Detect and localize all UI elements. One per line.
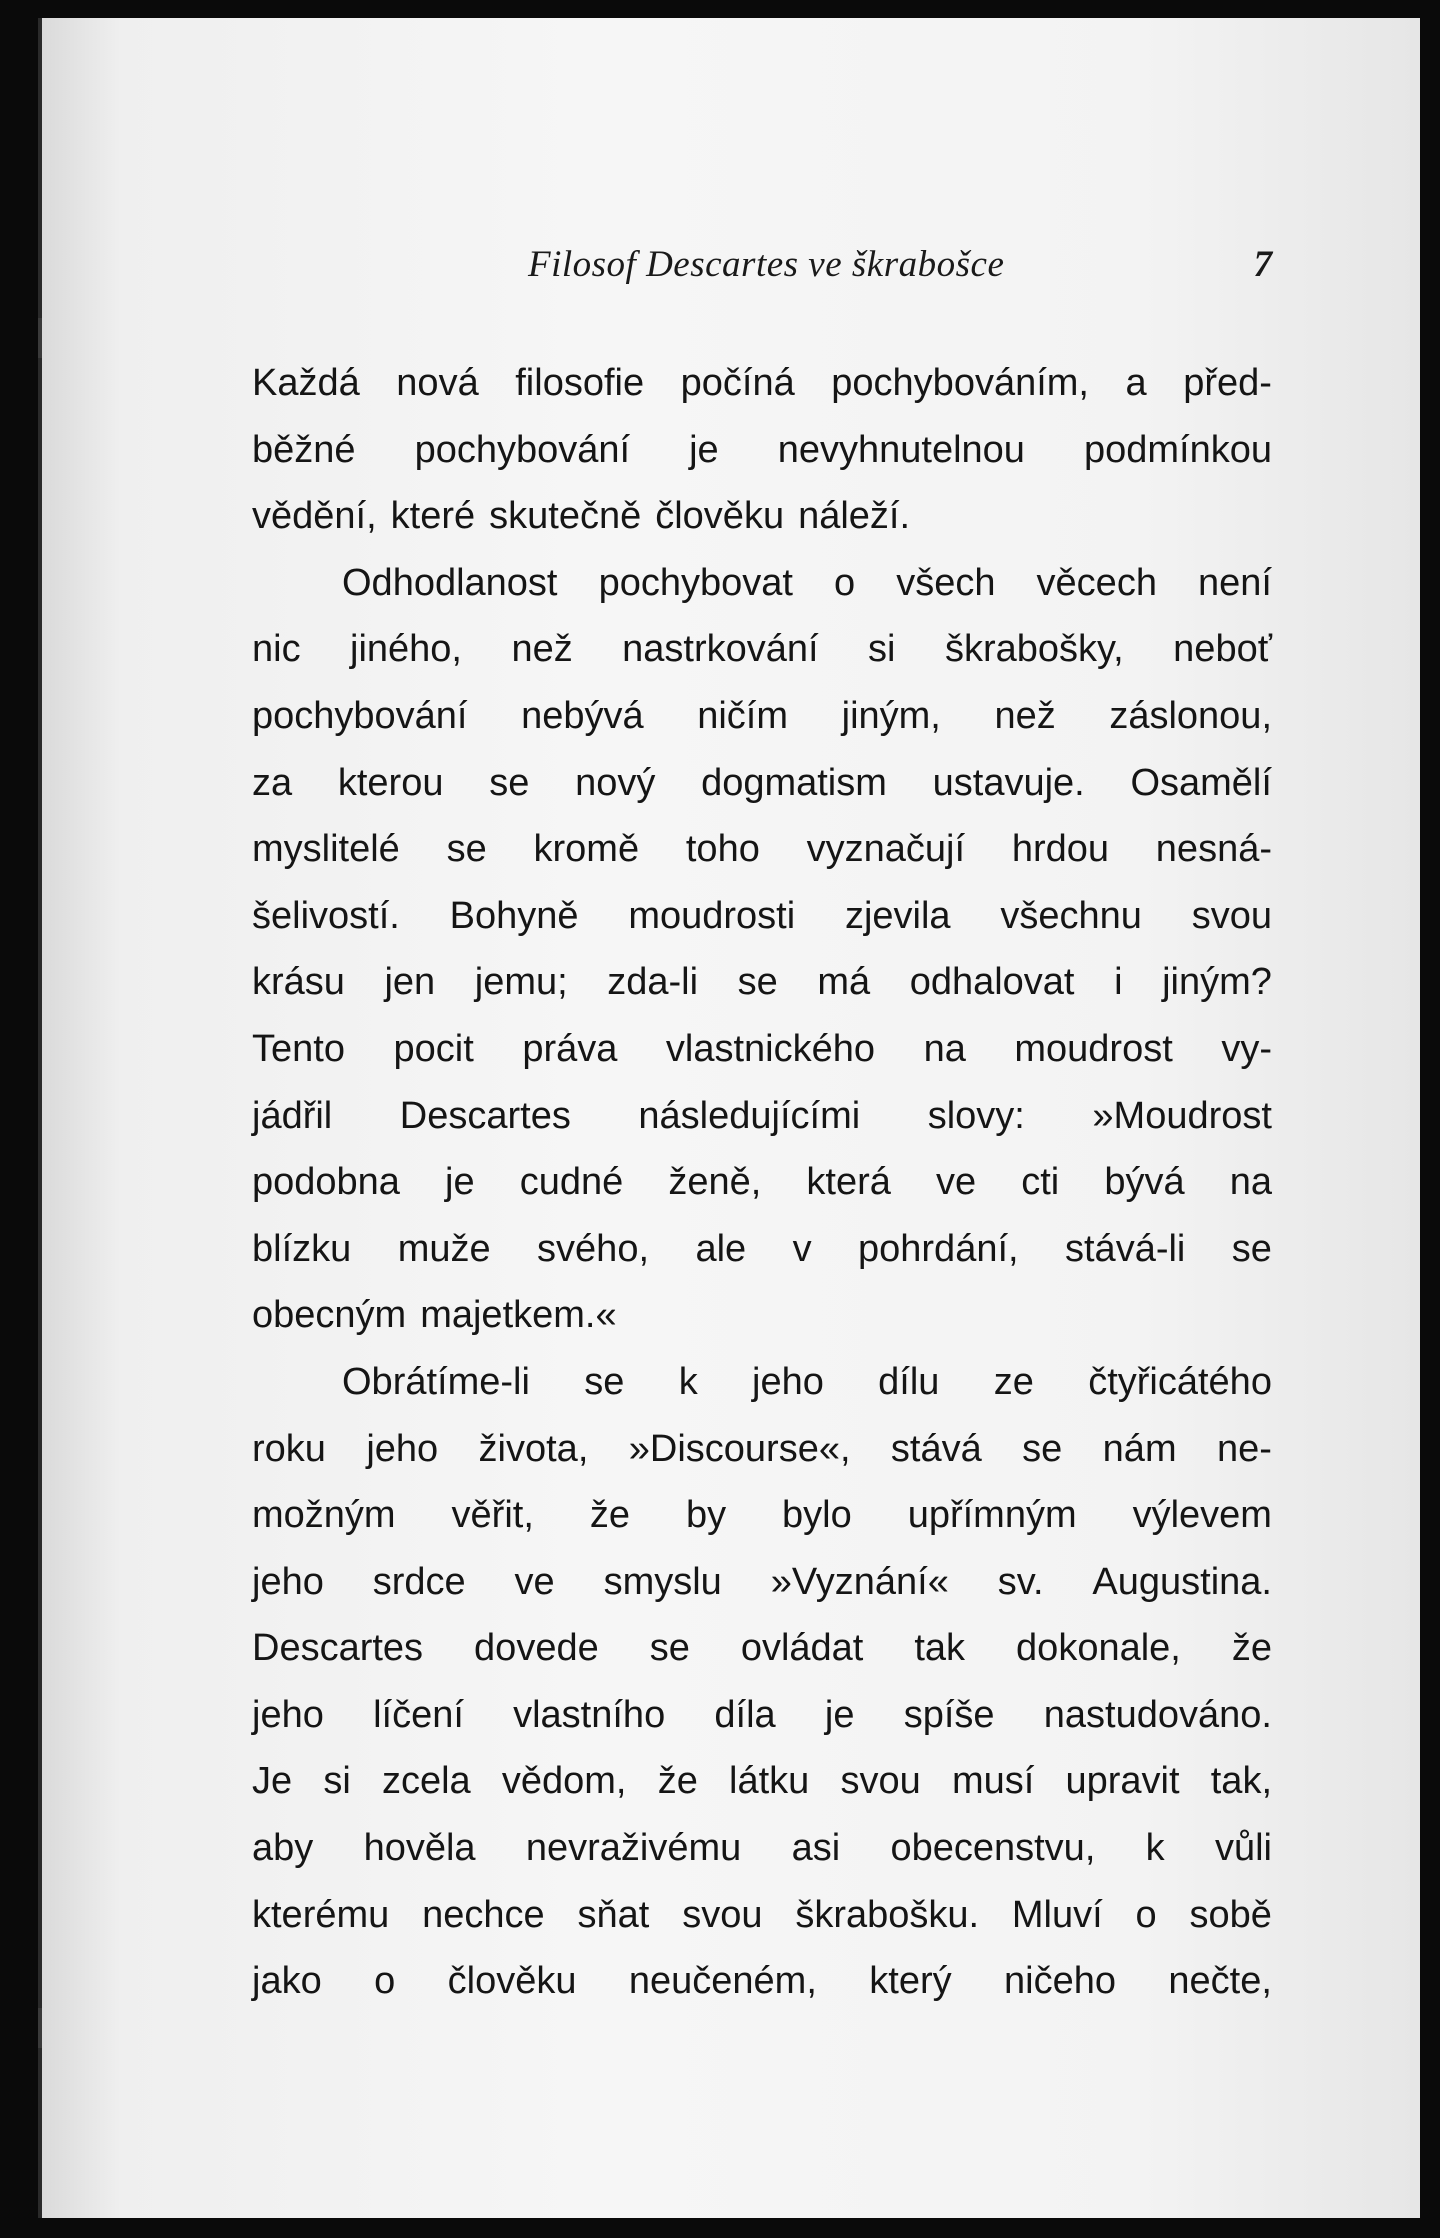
running-header: [252, 243, 1272, 303]
text-line: [252, 683, 1272, 750]
word: je: [689, 428, 719, 471]
word: Každá: [252, 362, 360, 404]
word: si: [323, 1760, 351, 1803]
word: sv.: [997, 1560, 1044, 1603]
word: sobě: [1189, 1893, 1272, 1936]
word: skutečně: [489, 495, 642, 538]
word: následujícími: [638, 1094, 861, 1137]
binding-mark: [38, 318, 42, 358]
text-line: [252, 1016, 1272, 1083]
word: že: [1231, 1627, 1272, 1670]
word: čtyřicátého: [1088, 1360, 1272, 1403]
word: která: [806, 1161, 891, 1204]
word: Odhodlanost: [342, 561, 558, 604]
word: vyznačují: [806, 828, 966, 871]
word: odhalovat: [909, 961, 1075, 1004]
word: dokonale,: [1016, 1627, 1181, 1670]
text-line: [252, 1282, 1272, 1349]
word: vůli: [1214, 1827, 1272, 1870]
word: nevyhnutelnou: [777, 428, 1025, 471]
word: roku: [252, 1427, 326, 1470]
word: ustavuje.: [932, 761, 1085, 804]
word: obecenstvu,: [890, 1827, 1096, 1870]
word: jemu;: [474, 961, 568, 1004]
word: šelivostí.: [252, 894, 400, 937]
word: musí: [951, 1760, 1035, 1803]
text-line: [252, 1615, 1272, 1682]
word: tak,: [1210, 1760, 1272, 1803]
word: nový: [575, 761, 656, 804]
word: se: [1022, 1427, 1063, 1470]
word: cudné: [519, 1161, 624, 1204]
word: hrdou: [1011, 828, 1110, 871]
word: upravit: [1065, 1760, 1180, 1803]
word: bylo: [782, 1494, 852, 1537]
word: se: [446, 828, 487, 871]
word: jiným?: [1162, 961, 1272, 1004]
word: než: [994, 694, 1056, 737]
word: krásu: [252, 961, 345, 1004]
word: Obrátíme-li: [342, 1360, 530, 1403]
word: dovede: [474, 1627, 599, 1670]
word: že: [589, 1494, 630, 1537]
word: v: [792, 1227, 812, 1270]
word: není: [1198, 561, 1272, 604]
word: je: [445, 1161, 475, 1204]
word: běžné: [252, 428, 356, 471]
word: nám: [1102, 1427, 1177, 1470]
word: neboť: [1173, 628, 1272, 671]
word: »Discourse«,: [628, 1427, 851, 1470]
text-line: [252, 483, 1272, 550]
word: člověku: [655, 495, 785, 538]
word: svého,: [537, 1227, 650, 1270]
word: jeho: [252, 1693, 324, 1736]
word: Je: [252, 1760, 293, 1803]
word: jiného,: [350, 628, 462, 671]
word: myslitelé: [252, 828, 400, 871]
word: slovy:: [927, 1094, 1025, 1137]
word: vlastnického: [665, 1027, 876, 1070]
word: obecným: [252, 1294, 407, 1337]
word: věřit,: [451, 1494, 534, 1537]
word: bývá: [1104, 1161, 1185, 1204]
word: zcela: [381, 1760, 471, 1803]
word: o: [834, 561, 856, 604]
word: výlevem: [1132, 1494, 1272, 1537]
word: ale: [695, 1227, 747, 1270]
word: stává: [890, 1427, 982, 1470]
text-line: [252, 550, 1272, 617]
word: pochybováním,: [831, 362, 1089, 404]
word: neučeném,: [628, 1960, 817, 2003]
word: má: [817, 961, 871, 1004]
word: podobna: [252, 1161, 400, 1204]
word: na: [923, 1027, 966, 1070]
word: o: [1135, 1893, 1157, 1936]
word: kromě: [533, 828, 640, 871]
word: nesná-: [1155, 828, 1272, 871]
word: jeho: [366, 1427, 439, 1470]
word: se: [737, 961, 778, 1004]
word: na: [1229, 1161, 1272, 1204]
word: jeho: [252, 1560, 324, 1603]
word: i: [1114, 961, 1123, 1004]
word: blízku: [252, 1227, 352, 1270]
word: se: [584, 1360, 625, 1403]
word: které: [390, 495, 476, 538]
word: majetkem.«: [420, 1294, 617, 1337]
word: stává-li: [1065, 1227, 1186, 1270]
word: pochybování: [414, 428, 631, 471]
word: škrabošky,: [944, 628, 1124, 671]
word: nastrkování: [622, 628, 819, 671]
word: zda-li: [607, 961, 699, 1004]
word: škrabošku.: [795, 1893, 980, 1936]
word: ve: [514, 1560, 555, 1603]
word: Augustina.: [1092, 1560, 1272, 1603]
word: díla: [714, 1693, 776, 1736]
word: ničeho: [1004, 1960, 1117, 2003]
word: jako: [252, 1960, 322, 2003]
word: nová: [396, 362, 479, 404]
word: »Moudrost: [1092, 1094, 1272, 1137]
word: zjevila: [844, 894, 951, 937]
word: jeho: [752, 1360, 824, 1403]
word: pocit: [393, 1027, 474, 1070]
word: možným: [252, 1494, 396, 1537]
book-page: [38, 18, 1420, 2218]
word: nechce: [422, 1893, 545, 1936]
text-line: [252, 616, 1272, 683]
word: ženě,: [668, 1161, 762, 1204]
word: tak: [914, 1627, 966, 1670]
word: upřímným: [907, 1494, 1077, 1537]
word: ne-: [1216, 1427, 1272, 1470]
word: dílu: [878, 1360, 940, 1403]
word: líčení: [373, 1693, 464, 1736]
word: všech: [896, 561, 996, 604]
word: Osamělí: [1130, 761, 1272, 804]
text-line: [252, 1815, 1272, 1882]
word: jen: [384, 961, 436, 1004]
text-line: [252, 1349, 1272, 1416]
word: ničím: [697, 694, 789, 737]
word: práva: [522, 1027, 618, 1070]
word: filosofie: [515, 362, 645, 404]
text-line: [252, 350, 1272, 417]
word: svou: [1191, 894, 1272, 937]
text-line: [252, 1416, 1272, 1483]
word: k: [1145, 1827, 1165, 1870]
word: všechnu: [1000, 894, 1142, 937]
word: ovládat: [740, 1627, 864, 1670]
word: počíná: [680, 362, 795, 404]
word: jádřil: [252, 1094, 333, 1137]
word: cti: [1021, 1161, 1060, 1204]
word: nevraživému: [525, 1827, 742, 1870]
word: kterému: [252, 1893, 390, 1936]
text-line: [252, 1549, 1272, 1616]
text-line: [252, 1083, 1272, 1150]
word: muže: [397, 1227, 491, 1270]
text-line: [252, 417, 1272, 484]
word: moudrosti: [628, 894, 796, 937]
text-line: [252, 1149, 1272, 1216]
word: sňat: [577, 1893, 650, 1936]
word: pochybování: [252, 694, 468, 737]
word: podmínkou: [1083, 428, 1272, 471]
text-line: [252, 1882, 1272, 1949]
word: vlastního: [513, 1693, 666, 1736]
word: asi: [791, 1827, 841, 1870]
word: dogmatism: [701, 761, 887, 804]
text-line: [252, 949, 1272, 1016]
word: člověku: [447, 1960, 577, 2003]
word: by: [685, 1494, 727, 1537]
word: že: [657, 1760, 698, 1803]
word: než: [511, 628, 573, 671]
text-line: [252, 883, 1272, 950]
word: jiným,: [841, 694, 941, 737]
word: který: [869, 1960, 952, 2003]
word: moudrost: [1014, 1027, 1173, 1070]
word: Descartes: [399, 1094, 571, 1137]
word: života,: [478, 1427, 589, 1470]
word: k: [678, 1360, 698, 1403]
word: vy-: [1221, 1027, 1272, 1070]
text-line: [252, 816, 1272, 883]
word: náleží.: [798, 495, 911, 538]
word: svou: [682, 1893, 763, 1936]
word: se: [649, 1627, 690, 1670]
word: nečte,: [1168, 1960, 1272, 2003]
word: toho: [685, 828, 760, 871]
text-line: [252, 1748, 1272, 1815]
text-line: [252, 750, 1272, 817]
word: Descartes: [252, 1627, 424, 1670]
running-title: Filosof Descartes ve škrabošce: [528, 244, 1005, 285]
word: ze: [993, 1360, 1034, 1403]
word: nebývá: [521, 694, 644, 737]
word: vědom,: [501, 1760, 627, 1803]
word: »Vyznání«: [770, 1560, 949, 1603]
text-line: [252, 1682, 1272, 1749]
word: ve: [935, 1161, 977, 1204]
page-number: 7: [1253, 244, 1272, 285]
text-line: [252, 1482, 1272, 1549]
text-line: [252, 1948, 1272, 2015]
word: Tento: [252, 1027, 345, 1070]
word: nastudováno.: [1043, 1693, 1272, 1736]
word: a: [1125, 362, 1147, 404]
word: vědění,: [252, 495, 377, 538]
word: svou: [840, 1760, 921, 1803]
word: Mluví: [1011, 1893, 1103, 1936]
body-text: [252, 350, 1272, 2015]
word: pochybovat: [598, 561, 793, 604]
word: Bohyně: [449, 894, 579, 937]
text-line: [252, 1216, 1272, 1283]
word: smyslu: [603, 1560, 722, 1603]
word: se: [489, 761, 530, 804]
word: za: [252, 761, 293, 804]
word: kterou: [337, 761, 444, 804]
binding-mark: [38, 2008, 42, 2048]
word: záslonou,: [1109, 694, 1272, 737]
word: o: [374, 1960, 396, 2003]
word: hověla: [363, 1827, 476, 1870]
word: srdce: [372, 1560, 466, 1603]
word: spíše: [903, 1693, 995, 1736]
word: věcech: [1036, 561, 1157, 604]
word: aby: [252, 1827, 314, 1870]
word: látku: [729, 1760, 810, 1803]
word: nic: [252, 628, 301, 671]
word: je: [824, 1693, 855, 1736]
word: pohrdání,: [858, 1227, 1019, 1270]
word: se: [1231, 1227, 1272, 1270]
word: si: [868, 628, 896, 671]
word: před-: [1183, 362, 1272, 404]
